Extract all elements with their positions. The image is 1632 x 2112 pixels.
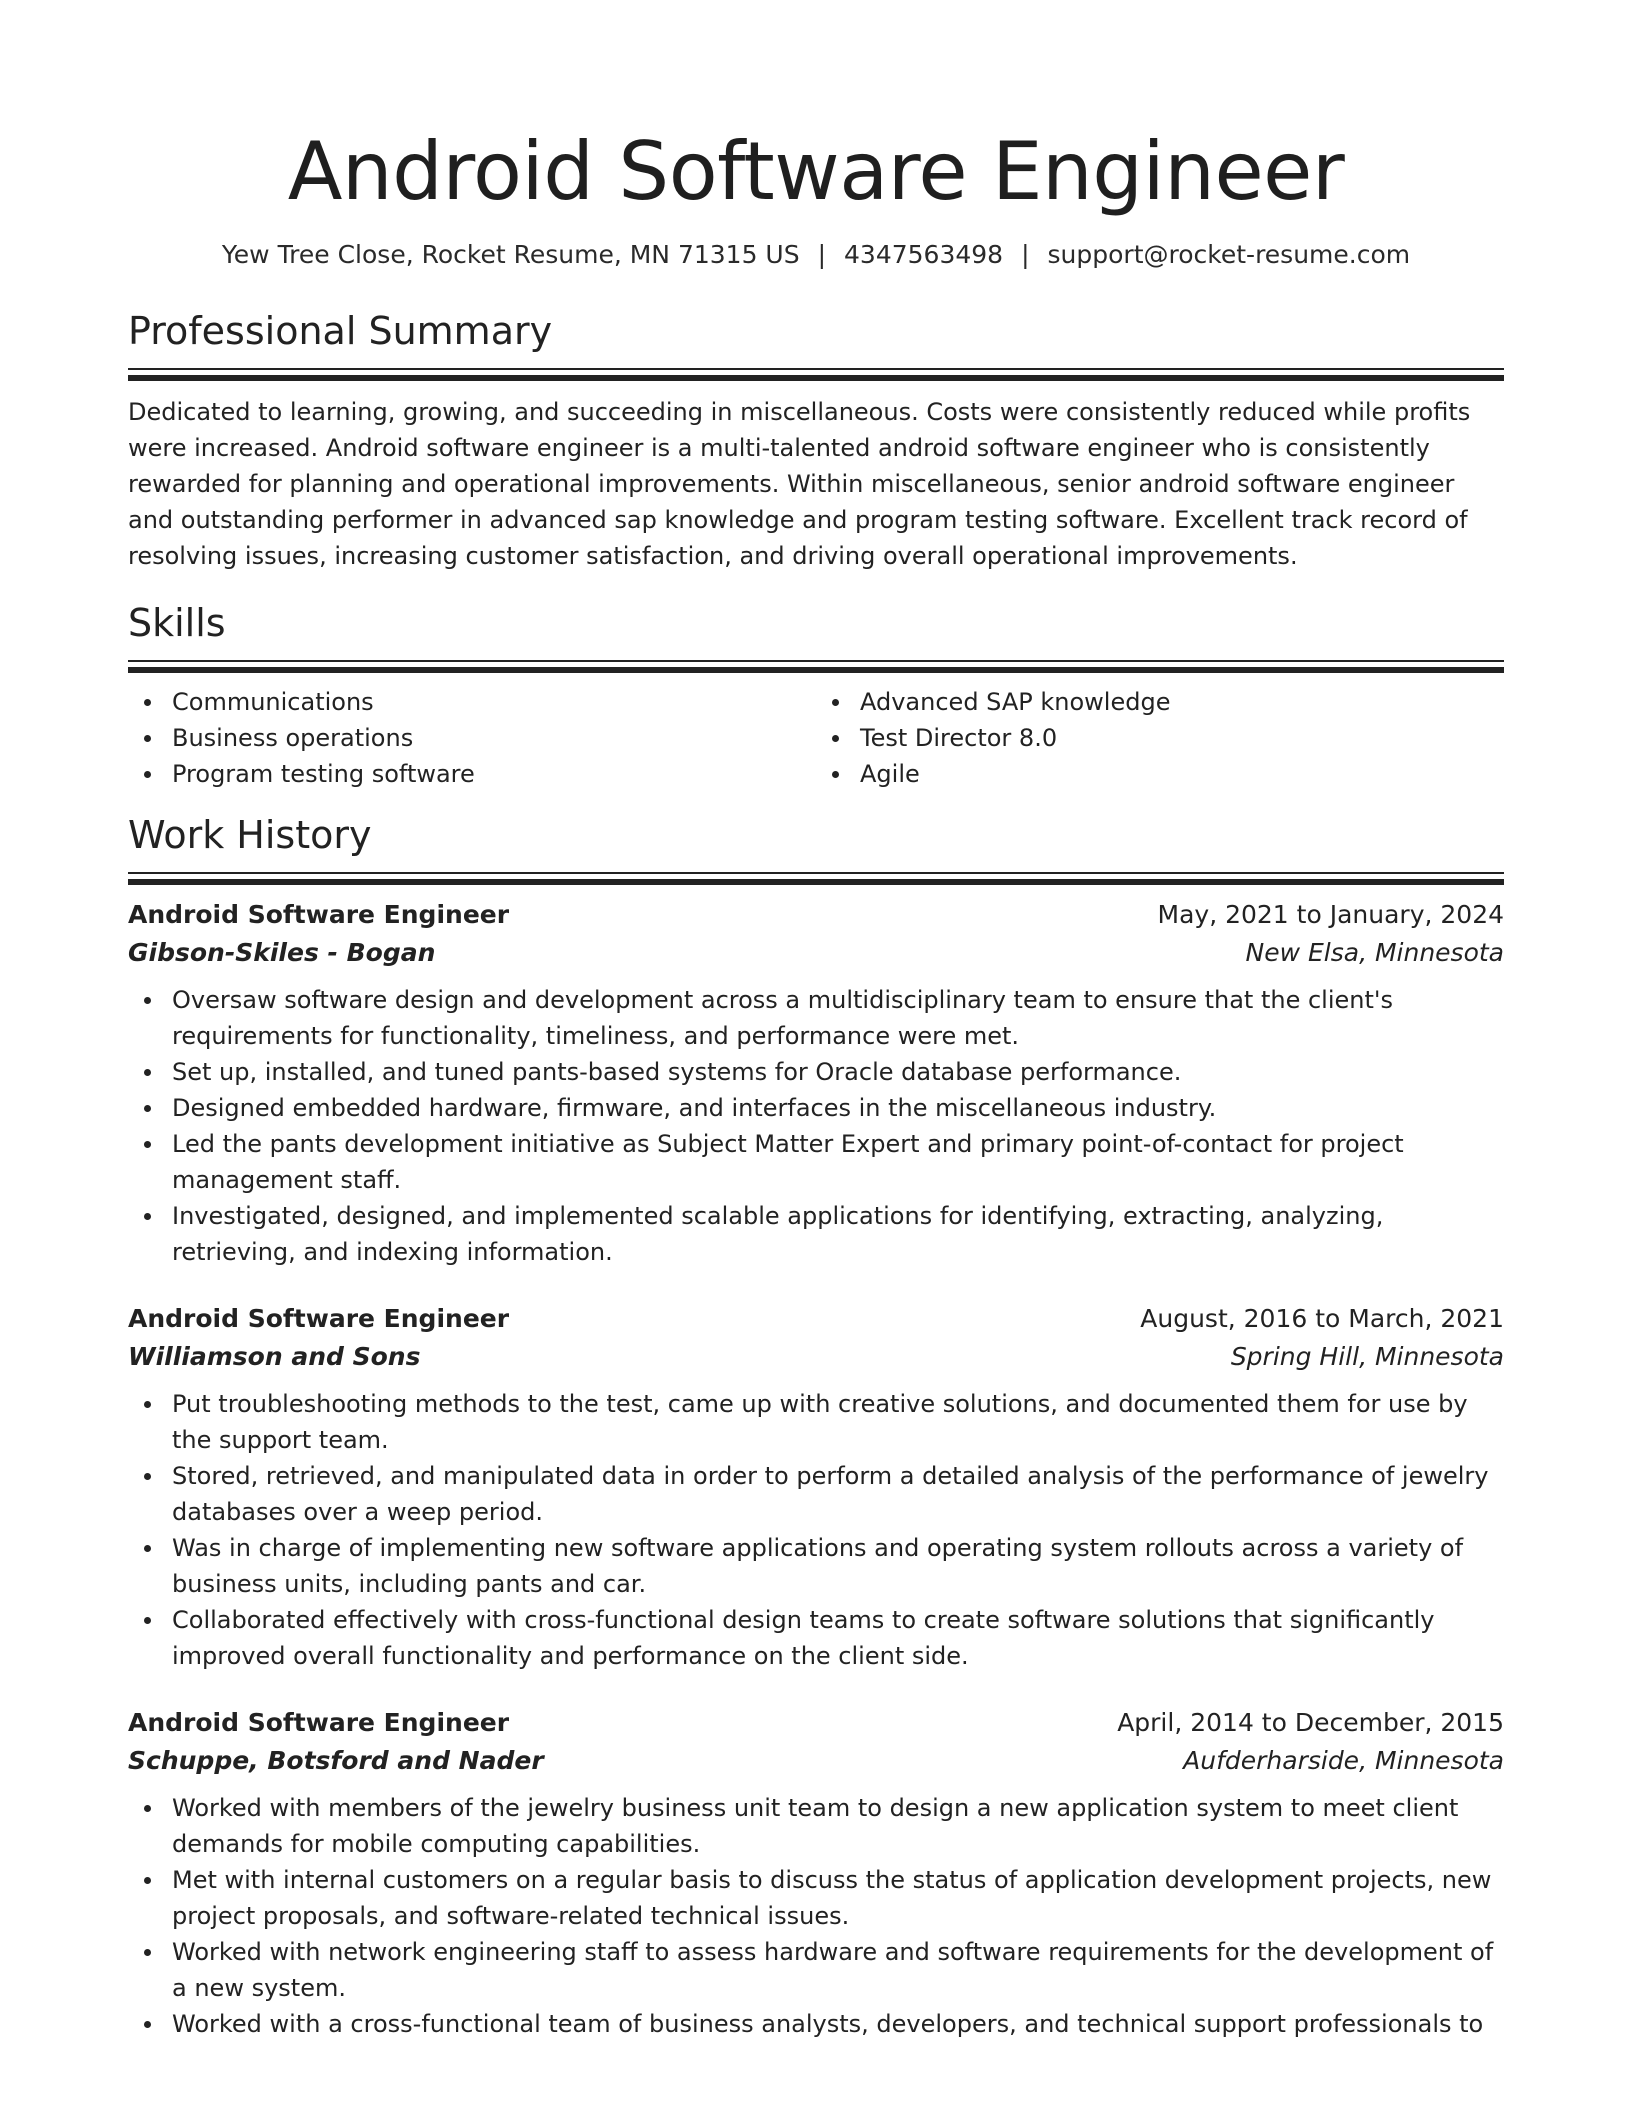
job-company: Schuppe, Botsford and Nader: [128, 1746, 544, 1775]
job-company: Williamson and Sons: [128, 1342, 421, 1371]
job-bullet: Was in charge of implementing new software applications and operating system rollouts across a variety of business units, including pants and car.: [172, 1530, 1504, 1602]
skills-column-right: [816, 684, 1504, 792]
skill-item: Agile: [860, 756, 1504, 792]
skill-item: Advanced SAP knowledge: [860, 684, 1504, 720]
job-entry: [128, 1300, 1504, 1674]
contact-separator: |: [817, 240, 827, 269]
summary-section: [128, 308, 1504, 574]
section-divider: [128, 872, 1504, 884]
skill-item: Communications: [172, 684, 816, 720]
work-history-heading: Work History: [128, 813, 372, 857]
contact-email: support@rocket-resume.com: [1047, 240, 1411, 269]
job-title: Android Software Engineer: [128, 1304, 510, 1333]
job-header: [128, 1300, 1504, 1338]
job-header: [128, 896, 1504, 934]
job-bullet: Worked with a cross-functional team of business analysts, developers, and technical support professionals to: [172, 2006, 1504, 2042]
job-bullet: Led the pants development initiative as Subject Matter Expert and primary point-of-contact for project management staff.: [172, 1126, 1504, 1198]
job-bullet: Worked with members of the jewelry business unit team to design a new application system to meet client demands for mobile computing capabilities.: [172, 1790, 1504, 1862]
contact-line: [128, 238, 1504, 272]
job-header: [128, 1704, 1504, 1742]
skill-item: Program testing software: [172, 756, 816, 792]
job-entry: [128, 896, 1504, 1270]
job-bullet: Met with internal customers on a regular basis to discuss the status of application development projects, new project proposals, and software-related technical issues.: [172, 1862, 1504, 1934]
resume-title: Android Software Engineer: [287, 125, 1345, 218]
skills-section: [128, 600, 1504, 792]
job-bullet: Designed embedded hardware, firmware, and interfaces in the miscellaneous industry.: [172, 1090, 1504, 1126]
skill-item: Business operations: [172, 720, 816, 756]
skill-item: Test Director 8.0: [860, 720, 1504, 756]
skills-column-left: [128, 684, 816, 792]
job-title: Android Software Engineer: [128, 900, 510, 929]
job-subheader: [128, 1338, 1504, 1376]
job-bullet: Put troubleshooting methods to the test, came up with creative solutions, and documented them for use by the support team.: [172, 1386, 1504, 1458]
job-dates: April, 2014 to December, 2015: [1117, 1708, 1504, 1737]
contact-separator: |: [1021, 240, 1030, 269]
job-bullet: Collaborated effectively with cross-functional design teams to create software solutions that significantly improved overall functionality and performance on the client side.: [172, 1602, 1504, 1674]
section-divider: [128, 660, 1504, 672]
job-location: Aufderharside, Minnesota: [1183, 1746, 1504, 1775]
job-entry: [128, 1704, 1504, 2042]
job-bullet: Oversaw software design and development across a multidisciplinary team to ensure that the client's requirements for functionality, timeliness, and performance were met.: [172, 982, 1504, 1054]
job-subheader: [128, 1742, 1504, 1780]
job-bullet: Set up, installed, and tuned pants-based systems for Oracle database performance.: [172, 1054, 1504, 1090]
contact-phone: 4347563498: [844, 240, 1004, 269]
section-divider: [128, 368, 1504, 380]
resume-page: [128, 0, 1504, 2042]
job-dates: May, 2021 to January, 2024: [1157, 900, 1504, 929]
summary-text: Dedicated to learning, growing, and succeeding in miscellaneous. Costs were consistently reduced while profits were increased. Android software engineer is a multi-talented android software engineer who is consistently rewarded for planning and operational improvements. Within miscellaneous, senior android software engineer and outstanding performer in advanced sap knowledge and program testing software. Excellent track record of resolving issues, increasing customer satisfaction, and driving overall operational improvements.: [128, 398, 1471, 570]
summary-heading: Professional Summary: [128, 309, 553, 353]
job-bullets: [128, 1386, 1504, 1674]
skills-heading: Skills: [128, 601, 226, 645]
job-title: Android Software Engineer: [128, 1708, 510, 1737]
job-bullet: Investigated, designed, and implemented scalable applications for identifying, extracting, analyzing, retrieving, and indexing information.: [172, 1198, 1504, 1270]
work-history-section: [128, 812, 1504, 2042]
job-bullets: [128, 1790, 1504, 2042]
job-company: Gibson-Skiles - Bogan: [128, 938, 436, 967]
job-dates: August, 2016 to March, 2021: [1140, 1304, 1504, 1333]
contact-address: Yew Tree Close, Rocket Resume, MN 71315 US: [221, 240, 800, 269]
job-bullet: Stored, retrieved, and manipulated data in order to perform a detailed analysis of the performance of jewelry databases over a weep period.: [172, 1458, 1504, 1530]
job-bullet: Worked with network engineering staff to assess hardware and software requirements for the development of a new system.: [172, 1934, 1504, 2006]
skills-list: [128, 684, 1504, 792]
job-bullets: [128, 982, 1504, 1270]
job-location: New Elsa, Minnesota: [1245, 938, 1504, 967]
job-location: Spring Hill, Minnesota: [1230, 1342, 1504, 1371]
job-subheader: [128, 934, 1504, 972]
